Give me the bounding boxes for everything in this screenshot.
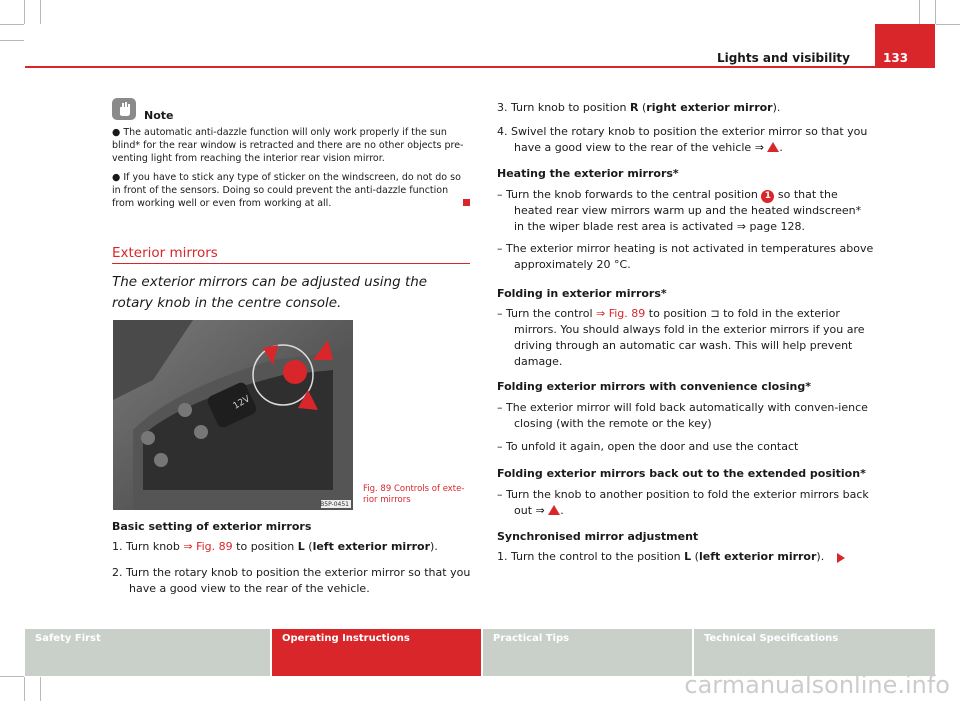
warning-icon	[548, 505, 560, 515]
step-3: 3. Turn knob to position R (right exterior mirror).	[497, 101, 781, 114]
folding-heading: Folding in exterior mirrors*	[497, 287, 667, 300]
crop-mark	[0, 40, 24, 41]
page-number-tab	[875, 24, 935, 68]
figure-knob-label: 12V	[231, 394, 252, 412]
section-rule	[112, 263, 470, 264]
section-end-marker	[463, 199, 470, 206]
watermark: carmanualsonline.info	[684, 671, 950, 699]
extended-item-1: – Turn the knob to another position to fold the exterior mirrors back out ⇒ .	[497, 488, 869, 517]
warning-icon	[767, 142, 779, 152]
header-rule	[25, 66, 875, 68]
folding-item-1: – Turn the control ⇒ Fig. 89 to position ⊐ to fold in the exterior mirrors. You should always fold in the exterior mirrors if you are driving through an automatic car wash. This will help prevent damage.	[497, 307, 865, 368]
figure-code: B5P-0451	[320, 501, 349, 508]
sync-step-1: 1. Turn the control to the position L (left exterior mirror).	[497, 550, 825, 563]
section-lead: The exterior mirrors can be adjusted using the rotary knob in the centre console.	[112, 274, 428, 311]
note-bullet: ● If you have to stick any type of sticker on the windscreen, do not do so in front of the sensors. Doing so could prevent the anti-dazzle function from working well or even from working at all.	[112, 172, 461, 209]
page-number: 133	[883, 51, 909, 65]
continue-arrow-icon	[837, 553, 845, 563]
extended-heading: Folding exterior mirrors back out to the extended position*	[497, 467, 866, 480]
section-title: Exterior mirrors	[112, 245, 218, 261]
crop-mark	[936, 24, 960, 25]
note-hand-icon	[112, 98, 136, 120]
note-label: Note	[144, 109, 174, 122]
figure-mirror-controls	[113, 320, 353, 510]
heating-item-2: – The exterior mirror heating is not activated in temperatures above approximately 20 °C.	[497, 242, 874, 271]
fold-mirror-icon: ⊐	[710, 307, 720, 320]
footer-tab-safety[interactable]: Safety First	[25, 629, 270, 676]
crop-mark	[24, 677, 25, 701]
basic-step-2: 2. Turn the rotary knob to position the exterior mirror so that you have a good view to the rear of the vehicle.	[112, 566, 471, 595]
crop-mark	[40, 0, 41, 24]
convenience-item-2: – To unfold it again, open the door and use the contact	[497, 440, 799, 453]
convenience-heading: Folding exterior mirrors with convenience closing*	[497, 380, 812, 393]
basic-heading: Basic setting of exterior mirrors	[112, 520, 312, 533]
footer-tab-operating[interactable]: Operating Instructions	[272, 629, 481, 676]
crop-mark	[24, 0, 25, 24]
footer-tab-technical[interactable]: Technical Specifications	[694, 629, 935, 676]
callout-number: 1	[761, 190, 774, 203]
sync-heading: Synchronised mirror adjustment	[497, 530, 699, 543]
running-header-title: Lights and visibility	[716, 51, 850, 65]
crop-mark	[40, 677, 41, 701]
basic-step-1: 1. Turn knob ⇒ Fig. 89 to position L (left exterior mirror).	[112, 540, 438, 553]
step-4: 4. Swivel the rotary knob to position the exterior mirror so that you have a good view to the rear of the vehicle ⇒ .	[497, 125, 868, 154]
crop-mark	[919, 0, 920, 24]
note-bullet-text: If you have to stick any type of sticker on the windscreen, do not do so in front of the sensors. Doing so could prevent the anti-dazzle function from working well or even from working at all.	[112, 172, 461, 209]
figure-caption: Fig. 89 Controls of exte-rior mirrors	[363, 484, 465, 505]
note-bullet-text: The automatic anti-dazzle function will only work properly if the sun blind* for the rear window is retracted and there are no other objects pre-venting light from reaching the interior rear vision mirror.	[112, 127, 464, 164]
heating-item-1: – Turn the knob forwards to the central position 1 so that the heated rear view mirrors warm up and the heated windscreen* in the wiper blade rest area is activated ⇒ page 128.	[497, 188, 862, 233]
figure-reference-link[interactable]: ⇒ Fig. 89	[596, 307, 646, 320]
footer-tab-practical[interactable]: Practical Tips	[483, 629, 692, 676]
convenience-item-1: – The exterior mirror will fold back automatically with conven-ience closing (with the remote or the key)	[497, 401, 868, 430]
heating-heading: Heating the exterior mirrors*	[497, 167, 679, 180]
note-bullet: ● The automatic anti-dazzle function will only work properly if the sun blind* for the rear window is retracted and there are no other objects pre-venting light from reaching the interior rear vision mirror.	[112, 127, 464, 164]
crop-mark	[935, 0, 936, 24]
figure-reference-link[interactable]: ⇒ Fig. 89	[183, 540, 233, 553]
crop-mark	[0, 676, 24, 677]
crop-mark	[0, 24, 24, 25]
